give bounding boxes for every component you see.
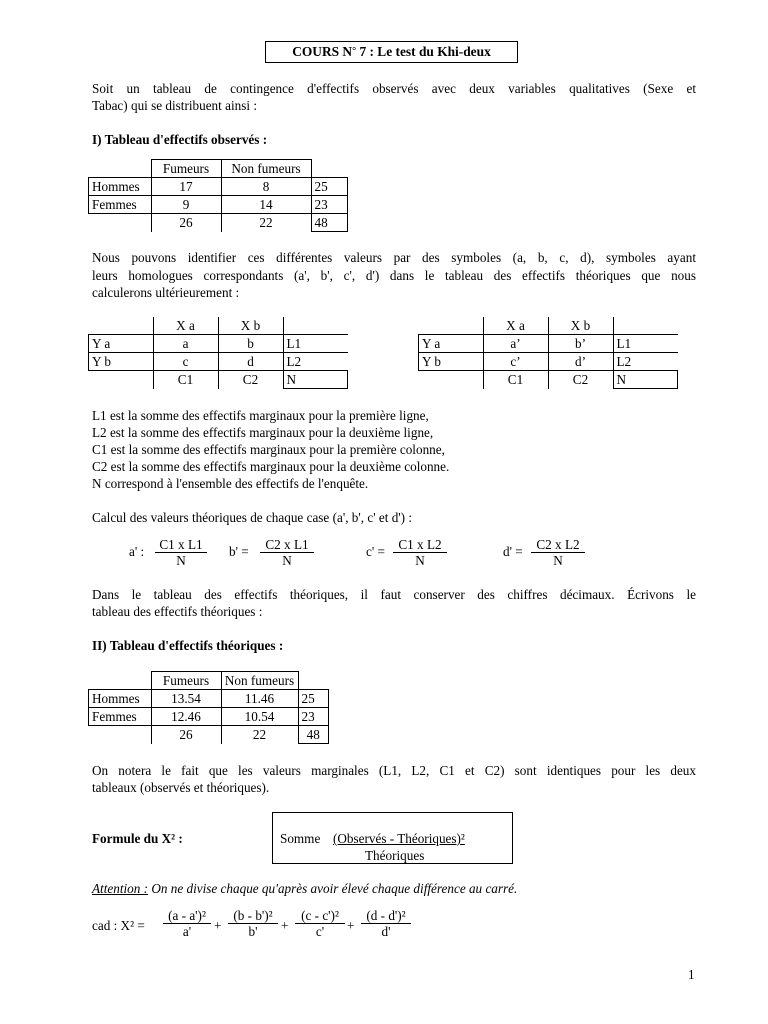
symbols-table-theoretical — [418, 317, 678, 389]
theoretical-table — [88, 671, 329, 744]
final-formula-prefix: cad : X² = — [92, 918, 145, 933]
symbols-cell: a’ — [483, 335, 548, 353]
formula-label-b: b' = — [229, 544, 249, 559]
section-1-heading: I) Tableau d'effectifs observés : — [92, 132, 268, 147]
paragraph-2-line-1: Nous pouvons identifier ces différentes valeurs par des symboles (a, b, c, d), symboles ayant — [92, 250, 696, 265]
symbols-cell: a — [153, 335, 218, 353]
chi-square-formula-box — [272, 812, 513, 864]
symbols-header: X b — [218, 317, 283, 335]
observed-cell: 17 — [151, 178, 221, 196]
formula-box-numerator: (Observés - Théoriques)² — [333, 831, 465, 846]
theoretical-cell: 13.54 — [151, 690, 221, 708]
definition-item: L1 est la somme des effectifs marginaux pour la première ligne, — [92, 408, 429, 423]
observed-row-label: Femmes — [89, 196, 152, 214]
theoretical-total: 22 — [221, 726, 298, 744]
symbols-margin: L1 — [613, 335, 678, 353]
formula-b: $\frac{\text{C2 x L1}}{N}$ — [260, 537, 314, 568]
formula-label-d: d' = — [503, 544, 523, 559]
theoretical-margin: 25 — [298, 690, 329, 708]
definition-item: C1 est la somme des effectifs marginaux pour la première colonne, — [92, 442, 445, 457]
observed-margin: 25 — [311, 178, 348, 196]
formula-d: $\frac{\text{C2 x L2}}{N}$ — [531, 537, 585, 568]
symbols-total: C2 — [218, 371, 283, 389]
observed-table — [88, 159, 348, 232]
symbols-total: C1 — [153, 371, 218, 389]
symbols-cell: c’ — [483, 353, 548, 371]
plus-sign: + — [214, 918, 222, 933]
definition-item: L2 est la somme des effectifs marginaux pour la deuxième ligne, — [92, 425, 434, 440]
symbols-table-observed — [88, 317, 348, 389]
observed-cell: 14 — [221, 196, 311, 214]
theoretical-header-fumeurs: Fumeurs — [151, 672, 221, 690]
definitions-list — [92, 407, 449, 492]
formula-box-prefix: Somme — [280, 831, 321, 846]
paragraph-3-line-1: Dans le tableau des effectifs théoriques, il faut conserver des chiffres décimaux. Écrivons le — [92, 587, 696, 602]
section-2-heading: II) Tableau d'effectifs théoriques : — [92, 638, 284, 653]
formula-label-a: a' : — [129, 544, 145, 559]
definition-item: C2 est la somme des effectifs marginaux pour la deuxième colonne. — [92, 459, 450, 474]
symbols-cell: c — [153, 353, 218, 371]
theoretical-grand-total: 48 — [298, 726, 329, 744]
symbols-header: X a — [483, 317, 548, 335]
symbols-row-label: Y a — [89, 335, 154, 353]
paragraph-4-line-1: On notera le fait que les valeurs marginales (L1, L2, C1 et C2) sont identiques pour les deux — [92, 763, 696, 778]
symbols-cell: b — [218, 335, 283, 353]
page-number: 1 — [688, 967, 695, 982]
theoretical-cell: 10.54 — [221, 708, 298, 726]
plus-sign: + — [347, 918, 355, 933]
paragraph-2-line-3: calculerons ultérieurement : — [92, 285, 240, 300]
theoretical-row-label: Hommes — [89, 690, 152, 708]
observed-total: 26 — [151, 214, 221, 232]
symbols-grand-total: N — [613, 371, 678, 389]
symbols-total: C2 — [548, 371, 613, 389]
theoretical-header-non-fumeurs: Non fumeurs — [221, 672, 298, 690]
observed-margin: 23 — [311, 196, 348, 214]
observed-row-label: Hommes — [89, 178, 152, 196]
theoretical-margin: 23 — [298, 708, 329, 726]
final-term-d: $\frac{\text{(d - d')²}}{d'}$ — [361, 908, 411, 939]
symbols-margin: L2 — [613, 353, 678, 371]
observed-header-fumeurs: Fumeurs — [151, 160, 221, 178]
observed-cell: 9 — [151, 196, 221, 214]
theoretical-total: 26 — [151, 726, 221, 744]
formula-a: $\frac{\text{C1 x L1}}{N}$ — [155, 537, 207, 568]
observed-cell: 8 — [221, 178, 311, 196]
formula-c: $\frac{\text{C1 x L2}}{N}$ — [393, 537, 447, 568]
definition-item: N correspond à l'ensemble des effectifs de l'enquête. — [92, 476, 369, 491]
observed-total: 22 — [221, 214, 311, 232]
symbols-cell: d’ — [548, 353, 613, 371]
symbols-margin: L1 — [283, 335, 348, 353]
symbols-header: X b — [548, 317, 613, 335]
formula-box-denominator: Théoriques — [365, 848, 425, 863]
symbols-row-label: Y b — [419, 353, 484, 371]
symbols-row-label: Y b — [89, 353, 154, 371]
theoretical-row-label: Femmes — [89, 708, 152, 726]
symbols-grand-total: N — [283, 371, 348, 389]
intro-line-1: Soit un tableau de contingence d'effectifs observés avec deux variables qualitatives (Sexe et — [92, 81, 696, 96]
paragraph-2-line-2: leurs homologues correspondants (a', b', c', d') dans le tableau des effectifs théoriques que nous — [92, 268, 696, 283]
symbols-cell: d — [218, 353, 283, 371]
final-term-c: $\frac{\text{(c - c')²}}{c'}$ — [295, 908, 345, 939]
symbols-margin: L2 — [283, 353, 348, 371]
final-term-a: $\frac{\text{(a - a')²}}{a'}$ — [163, 908, 211, 939]
observed-grand-total: 48 — [311, 214, 348, 232]
paragraph-3-line-2: tableau des effectifs théoriques : — [92, 604, 263, 619]
symbols-header: X a — [153, 317, 218, 335]
calc-intro: Calcul des valeurs théoriques de chaque case (a', b', c' et d') : — [92, 510, 413, 525]
theoretical-cell: 11.46 — [221, 690, 298, 708]
observed-header-non-fumeurs: Non fumeurs — [221, 160, 311, 178]
symbols-row-label: Y a — [419, 335, 484, 353]
paragraph-4-line-2: tableaux (observés et théoriques). — [92, 780, 270, 795]
plus-sign: + — [281, 918, 289, 933]
attention-text: On ne divise chaque qu'après avoir élevé chaque différence au carré. — [148, 881, 518, 896]
attention-note — [92, 880, 517, 897]
formula-label-c: c' = — [366, 544, 385, 559]
formula-section-label: Formule du X² : — [92, 831, 183, 846]
intro-line-2: Tabac) qui se distribuent ainsi : — [92, 98, 257, 113]
symbols-total: C1 — [483, 371, 548, 389]
attention-label: Attention : — [92, 881, 149, 896]
theoretical-cell: 12.46 — [151, 708, 221, 726]
course-title: COURS N° 7 : Le test du Khi-deux — [265, 41, 518, 63]
final-term-b: $\frac{\text{(b - b')²}}{b'}$ — [228, 908, 278, 939]
symbols-cell: b’ — [548, 335, 613, 353]
